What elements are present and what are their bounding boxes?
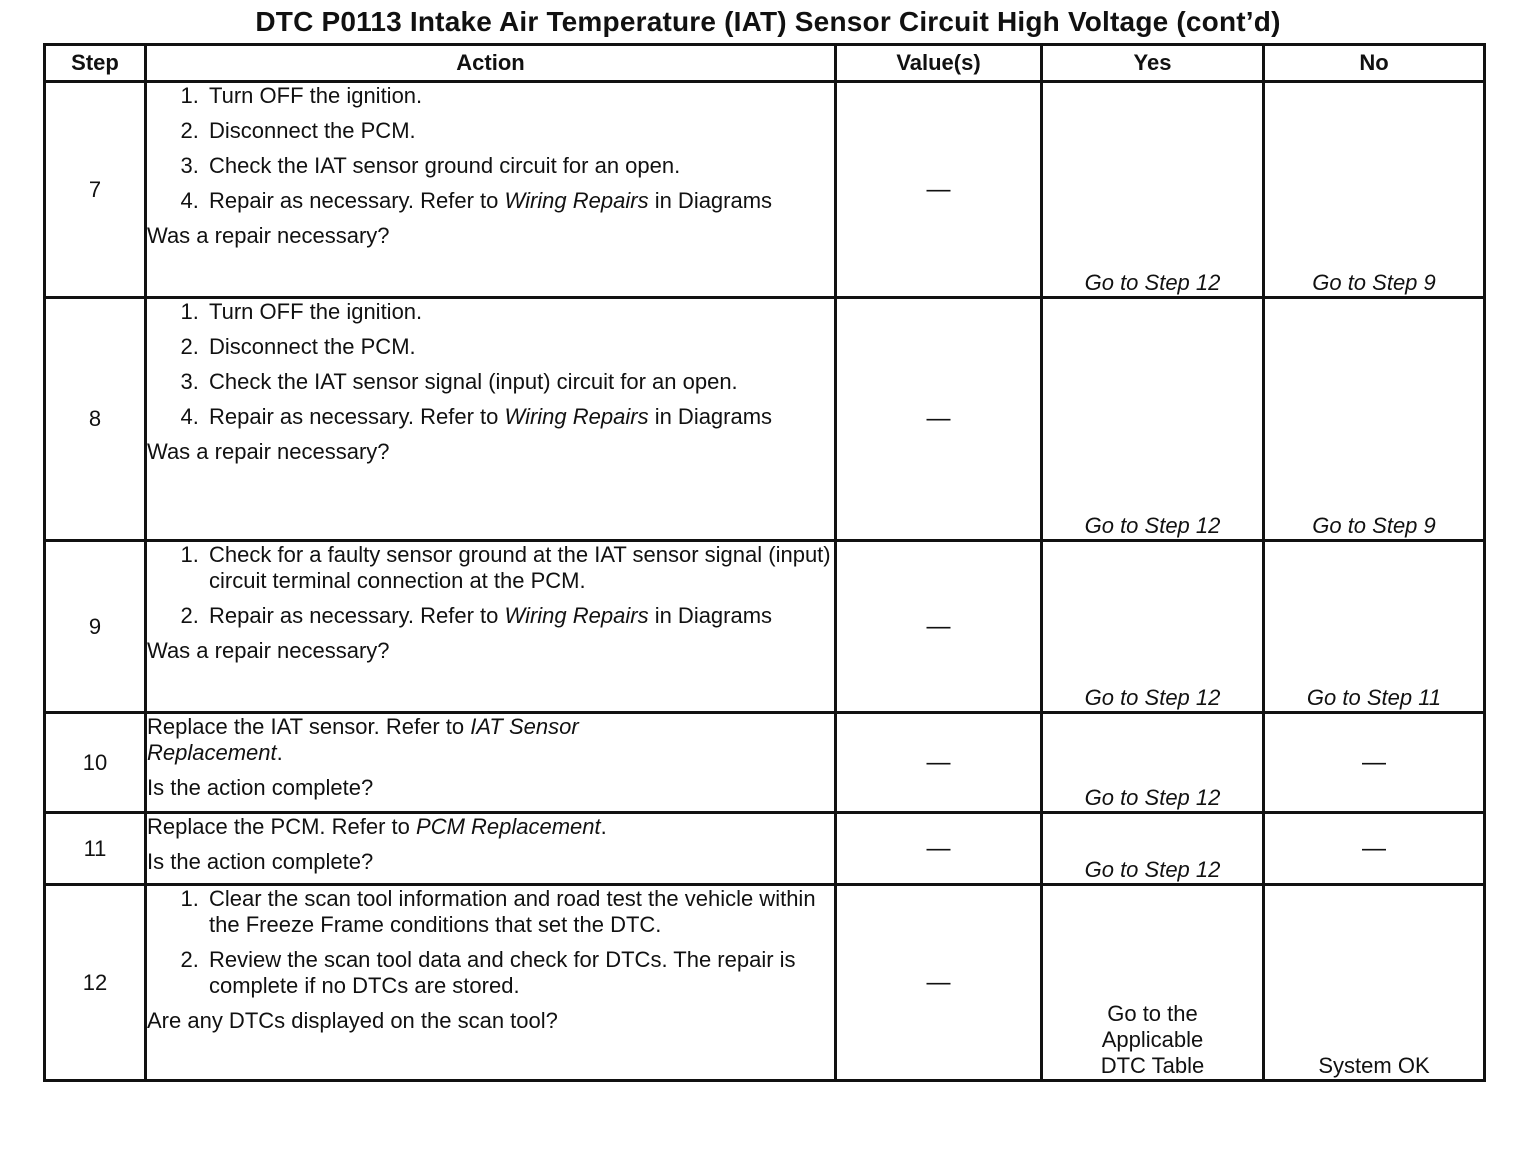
- reference-link: Wiring Repairs: [504, 404, 649, 429]
- yes-cell: [1042, 813, 1264, 885]
- yes-line: DTC Table: [1100, 1053, 1205, 1078]
- question-text: Was a repair necessary?: [147, 638, 390, 663]
- action-item: 1. Turn OFF the ignition.: [205, 83, 834, 109]
- action-item: 1. Check for a faulty sensor ground at the IAT sensor signal (input) circuit terminal connection at the PCM.: [205, 542, 834, 594]
- action-item: 2. Disconnect the PCM.: [205, 334, 834, 360]
- yes-line: Go to the: [1107, 1001, 1198, 1026]
- action-text-prefix: Replace the IAT sensor. Refer to: [147, 714, 471, 739]
- question-text: Is the action complete?: [147, 775, 374, 800]
- value-cell: [836, 82, 1042, 298]
- table-row-step-10: [45, 713, 1485, 813]
- step-number: 9: [45, 541, 146, 713]
- action-item: [205, 404, 834, 430]
- repair-text-suffix: in Diagrams: [648, 188, 773, 213]
- action-item: 1. Clear the scan tool information and road test the vehicle within the Freeze Frame conditions that set the DTC.: [205, 886, 834, 938]
- header-no: No: [1264, 45, 1485, 82]
- repair-text: Repair as necessary. Refer to: [209, 603, 505, 628]
- yes-goto: Go to Step 12: [1084, 857, 1221, 882]
- repair-text-suffix: in Diagrams: [648, 603, 773, 628]
- question-text: Was a repair necessary?: [147, 439, 390, 464]
- yes-goto: Go to Step 12: [1084, 685, 1221, 710]
- header-action: Action: [146, 45, 836, 82]
- no-dash: —: [1362, 834, 1386, 862]
- table-header-row: [45, 45, 1485, 82]
- no-cell: [1264, 813, 1485, 885]
- action-cell: [146, 82, 836, 298]
- no-cell: [1264, 541, 1485, 713]
- action-list: [147, 542, 834, 629]
- action-text-prefix: Replace the PCM. Refer to: [147, 814, 417, 839]
- yes-goto: Go to Step 12: [1084, 513, 1221, 538]
- value-dash: —: [926, 405, 951, 432]
- reference-link: IAT Sensor Replacement: [147, 714, 579, 765]
- no-cell: [1264, 885, 1485, 1081]
- repair-text: Repair as necessary. Refer to: [209, 188, 505, 213]
- value-cell: [836, 713, 1042, 813]
- step-number: 12: [45, 885, 146, 1081]
- reference-link: PCM Replacement: [416, 814, 601, 839]
- action-text-suffix: .: [276, 740, 283, 765]
- value-cell: [836, 813, 1042, 885]
- step-number: 7: [45, 82, 146, 298]
- question-text: Are any DTCs displayed on the scan tool?: [147, 1008, 558, 1033]
- yes-goto: Go to Step 12: [1084, 785, 1221, 810]
- repair-text-suffix: in Diagrams: [648, 404, 773, 429]
- value-cell: [836, 885, 1042, 1081]
- no-cell: [1264, 713, 1485, 813]
- repair-text: Repair as necessary. Refer to: [209, 404, 505, 429]
- action-list: [147, 83, 834, 214]
- question-text: Is the action complete?: [147, 849, 374, 874]
- yes-cell: [1042, 713, 1264, 813]
- action-cell: [146, 813, 836, 885]
- no-goto: Go to Step 9: [1312, 513, 1436, 538]
- table-row-step-8: [45, 298, 1485, 541]
- value-dash: —: [926, 612, 951, 640]
- table-row-step-11: [45, 813, 1485, 885]
- action-item: 3. Check the IAT sensor signal (input) circuit for an open.: [205, 369, 834, 395]
- yes-cell: [1042, 541, 1264, 713]
- action-list: [147, 299, 834, 430]
- action-item: [205, 603, 834, 629]
- yes-cell: [1042, 82, 1264, 298]
- table-row-step-7: [45, 82, 1485, 298]
- action-cell: [146, 713, 836, 813]
- no-cell: [1264, 82, 1485, 298]
- action-text-suffix: .: [600, 814, 607, 839]
- action-list: [147, 886, 834, 999]
- yes-goto: Go to Step 12: [1084, 270, 1221, 295]
- no-goto: Go to Step 11: [1306, 685, 1442, 710]
- reference-link: Wiring Repairs: [504, 603, 649, 628]
- header-values: Value(s): [836, 45, 1042, 82]
- diagnostic-table: [43, 43, 1486, 1082]
- action-item: 2. Disconnect the PCM.: [205, 118, 834, 144]
- reference-link: Wiring Repairs: [504, 188, 649, 213]
- step-number: 10: [45, 713, 146, 813]
- value-cell: [836, 541, 1042, 713]
- no-result: System OK: [1318, 1053, 1430, 1078]
- action-cell: [146, 541, 836, 713]
- value-dash: —: [926, 968, 951, 996]
- yes-cell: [1042, 298, 1264, 541]
- table-row-step-9: [45, 541, 1485, 713]
- value-cell: [836, 298, 1042, 541]
- no-goto: Go to Step 9: [1312, 270, 1436, 295]
- value-dash: —: [926, 175, 951, 203]
- step-number: 8: [45, 298, 146, 541]
- action-item: 1. Turn OFF the ignition.: [205, 299, 834, 325]
- header-yes: Yes: [1042, 45, 1264, 82]
- action-text: [147, 814, 834, 840]
- no-cell: [1264, 298, 1485, 541]
- page-title: DTC P0113 Intake Air Temperature (IAT) Sensor Circuit High Voltage (cont’d): [255, 6, 1281, 37]
- action-item: 3. Check the IAT sensor ground circuit for an open.: [205, 153, 834, 179]
- step-number: 11: [45, 813, 146, 885]
- yes-line: Applicable: [1101, 1027, 1204, 1052]
- table-row-step-12: [45, 885, 1485, 1081]
- action-item: [205, 188, 834, 214]
- no-dash: —: [1362, 748, 1386, 776]
- header-step: Step: [45, 45, 146, 82]
- action-item: 2. Review the scan tool data and check for DTCs. The repair is complete if no DTCs are stored.: [205, 947, 834, 999]
- yes-cell: [1042, 885, 1264, 1081]
- action-text: [147, 714, 684, 766]
- action-cell: [146, 885, 836, 1081]
- value-dash: —: [926, 834, 951, 862]
- value-dash: —: [926, 748, 951, 776]
- action-cell: [146, 298, 836, 541]
- question-text: Was a repair necessary?: [147, 223, 390, 248]
